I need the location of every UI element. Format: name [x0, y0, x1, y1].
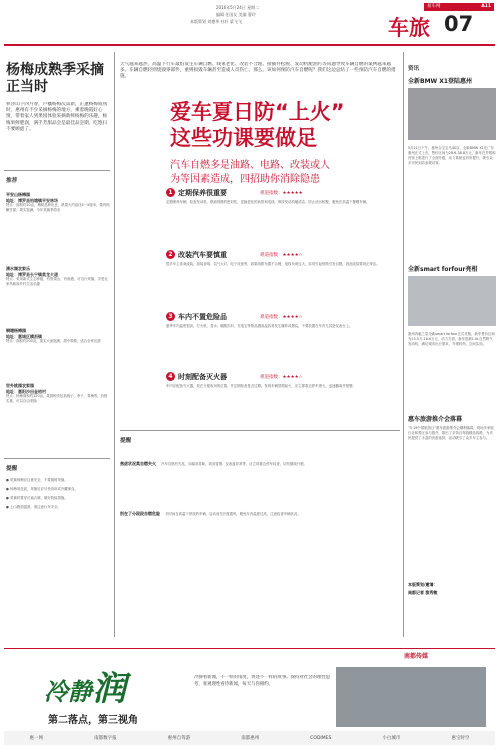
sponsor-logo: 南都数字报 [94, 736, 117, 741]
center-column-rule [403, 52, 404, 637]
info-tag: 资讯 [408, 66, 420, 72]
tip-title: 时刻配备灭火器 [178, 373, 227, 381]
notice-item [120, 450, 400, 498]
tip-item: ● 采摘杨梅应注意安全，不要爬树采摘。 [6, 478, 68, 482]
ad-logo [404, 651, 428, 660]
ad-sponsor-strip [4, 731, 495, 745]
recommend-tag: 推荐 [6, 178, 18, 184]
main-headline-1: 爱车夏日防“上火” [170, 100, 345, 124]
farm-item [6, 328, 110, 383]
left-intro: 萝泾山下四月春，卢橘杨梅次第新，正逢杨梅成熟时，惠州有不少采摘杨梅的地方，乘着晚霞好心情，带着家人到果园体验采摘新鲜杨梅的乐趣，杨梅果鲜肥润，满手芳甜品尝是最佳品尝期，吃饱扫不要顾虑了。 [6, 102, 108, 132]
news-body: 5月21日下午，惠州合宝宝马4S店，全新BMW X1在广东惠州正式上市，售价区间为28.6-38.8万元，新车在外观和内饰上都进行了全面升级，动力系统也有所提升，吸引众多市民到店参观试驾。 [408, 146, 496, 165]
farm-name: 清水湖农家乐 [6, 266, 30, 271]
tip-item: ● 上山路面湿滑，请注意行车安全。 [6, 505, 61, 509]
sponsor-label: 本版策划/邀请： [408, 582, 438, 587]
tip-number: 4 [166, 372, 175, 381]
farm-item [6, 192, 110, 266]
reporter-line: 本版策划 刘德华 杜轩 梁飞飞 [190, 19, 242, 24]
ad-brand-2: 润 [92, 669, 126, 709]
tip-item: ● 杨梅易变质，采摘后应尽快食用或冷藏保存。 [6, 487, 78, 491]
section-logo [424, 3, 494, 11]
tip-number: 1 [166, 188, 175, 197]
tip-block [120, 188, 400, 248]
farm-text: 特点：面积约10亩，梅树品种优良，熟果大约直径4～5厘米，果肉细嫩甘甜，果实饱满，今年采摘季将至 [6, 203, 110, 213]
tip-body: 夏季车内温度很高，打火机、香水、碳酸饮料、充电宝等物品遇高温容易发生爆炸或燃烧，不要放置在车内尤其是仪表台上。 [166, 324, 353, 328]
tip-body: 车内应配备灭火器，放在方便取用的位置，并定期检查是否过期。发现车辆冒烟起火，应立即靠边停车熄火，迅速撤离并报警。 [166, 384, 356, 388]
tip-block [120, 250, 400, 310]
news-body: 惠州奔驰之星全新smart forfour正式亮相，新车售价区间为13.5万-18.6万元，动力方面，新车搭载1.0L自然吸气发动机，满足城市出行需求，外观时尚，空间实用。 [408, 332, 495, 346]
page-number: 07 [444, 12, 474, 36]
farm-item [6, 266, 110, 328]
ad-photo [336, 667, 486, 727]
issue-date: 2016年5月24日 星期二 [216, 5, 260, 10]
farm-name: 铜塘杨梅园 [6, 328, 26, 333]
farm-address: 地址：惠阳沙田金桔村 [6, 388, 46, 394]
left-divider [4, 170, 110, 171]
tips-tag: 提醒 [6, 466, 18, 472]
notice-item [120, 500, 400, 540]
subhead-2: 为等因素造成，四招助你消除隐患 [170, 174, 320, 185]
sponsor-logo: 小白城市 [382, 736, 401, 741]
farm-name: 世外桃园农家园 [6, 383, 34, 388]
sponsor-logo: 惠宝时空 [451, 736, 470, 741]
tip-body: 很多车主喜欢改装，加装音响、氙气大灯、电子设备等，如果线路布置不合理，电线负荷过大，容易引起短路引发自燃，因此改装要到正规店。 [166, 262, 380, 266]
news-title: 全新smart forfour亮相 [408, 266, 478, 273]
tip-number: 3 [166, 312, 175, 321]
sponsor-logo: 南都惠州 [241, 736, 260, 741]
header [160, 2, 496, 40]
center-intro: 天气越来越热，高温下行车最怕发生车辆自燃、线束老化、改装不合理、接插件松脱、发动机舱油污等问题导致车辆自燃的案例越来越多。车辆自燃轻则烧毁零部件，重则损毁车辆甚至造成人员伤亡。那么，该如何预防汽车自燃呢？我们这边总结了一些预防汽车自燃的措施。 [120, 62, 396, 80]
notice-tag: 提醒 [120, 438, 132, 444]
notice-divider [120, 430, 400, 431]
tip-block [120, 312, 400, 368]
sponsor-names: 南都记者 黎秀敏 [408, 590, 438, 595]
logo-text: 易车网 [427, 4, 441, 9]
car-photo [408, 276, 496, 326]
farm-list [6, 192, 110, 453]
farm-address: 地址：博罗县长宁镇莫龙大道 [6, 271, 58, 277]
sponsor-logo: 惠州自驾游 [167, 736, 191, 741]
section-name: 车旅 [388, 16, 430, 40]
left-column [4, 52, 112, 642]
tip-difficulty: 难道指数：★★★★☆ [260, 315, 303, 320]
tip-number: 2 [166, 250, 175, 259]
news-title: 全新BMW X1登陆惠州 [408, 78, 473, 85]
ad-brand [44, 661, 126, 710]
car-photo [408, 88, 496, 140]
notice-title: 别在了分段段自燃危险 [120, 511, 160, 516]
right-column [408, 52, 496, 642]
sponsor-logo: 惠一网 [29, 736, 44, 741]
tip-title: 定期保养很重要 [178, 189, 227, 197]
sponsor-logo: CODIMES [310, 735, 332, 741]
ad-logo-text: 南都传媒 [404, 653, 429, 660]
header-rule [4, 44, 495, 46]
tip-item: ● 采摘时要穿长袖衣裤，做好防蚊措施。 [6, 496, 68, 500]
farm-name: 平安山杨梅园 [6, 192, 30, 197]
news-body: “5·19中国旅游日”惠车旅游推介会顺利落幕，现场多家旅行社和景区参与推介，推出了多条自驾游精品线路，为市民提供了丰富的出游选择，活动吸引了众多车主参与。 [408, 426, 494, 440]
tip-title: 改装汽车要慎重 [178, 251, 227, 259]
notice-body: 长时间在高温下停放的车辆，启动前先开窗通风，避免车内温度过高，注意检查车辆状况。 [165, 512, 301, 516]
notice-body: 汽车自燃有先兆，如闻到异味、看到冒烟、仪表盘异常等，应立即靠边停车检查，切勿继续行驶。 [161, 462, 307, 466]
farm-address: 地址：惠城区横沥镇 [6, 333, 42, 339]
notice-title: 焦虑状况莫自燃失火 [120, 461, 156, 466]
ad-banner [4, 648, 495, 747]
tip-difficulty: 难道指数：★★★★☆ [260, 253, 303, 258]
tips-divider [4, 458, 110, 459]
logo-num: A11 [481, 4, 491, 9]
main-headline-2: 这些功课要做足 [170, 126, 317, 150]
farm-address: 地址：博罗县柏塘镇平安林场 [6, 197, 58, 203]
tips-list [6, 478, 110, 510]
subhead-1: 汽车自燃多是油路、电路、改装或人 [170, 160, 330, 171]
news-title: 惠车旅游推介会落幕 [408, 416, 463, 423]
editors-line: 编辑 任国友 美编 曹玲 [216, 12, 256, 17]
ad-slogan: 第二落点，第三视角 [48, 715, 138, 726]
tip-difficulty: 难道指数：★★★★☆ [260, 375, 303, 380]
tip-block [120, 372, 400, 422]
tip-difficulty: 难道指数：★★★★★ [260, 191, 303, 196]
left-headline: 杨梅成熟季采摘正当时 [6, 62, 104, 95]
ad-body: 冷静看新闻，不一样的角度，讲述不一样的故事。保持对社会的理性思考，客观理性看待新闻，每天与你相约。 [194, 675, 331, 687]
tip-title: 车内不置危险品 [178, 313, 227, 321]
left-column-rule [114, 52, 115, 637]
center-column [120, 52, 400, 642]
farm-text: 特点：面积约200亩，果实大而饱满，甜中带酸，适合全家出游 [6, 339, 101, 344]
farm-item [6, 383, 110, 453]
ad-brand-1: 冷静 [44, 677, 92, 706]
tip-body: 定期保养车辆，检查发动机、燃油管路的密封性，更换老化的油管和电线，保持发动机舱清洁，防止油污积聚，避免在高温下暴晒车辆。 [166, 200, 370, 204]
farm-text: 特点：杨梅面积约120亩，果园种类包括桃子、李子、青梅等，价格实惠，可以自由采摘 [6, 394, 108, 404]
farm-text: 特点：采用新式生态种植，有野果山、有鱼塘，可自行采摘，享受农家风味和乡村生活乐趣 [6, 277, 108, 287]
